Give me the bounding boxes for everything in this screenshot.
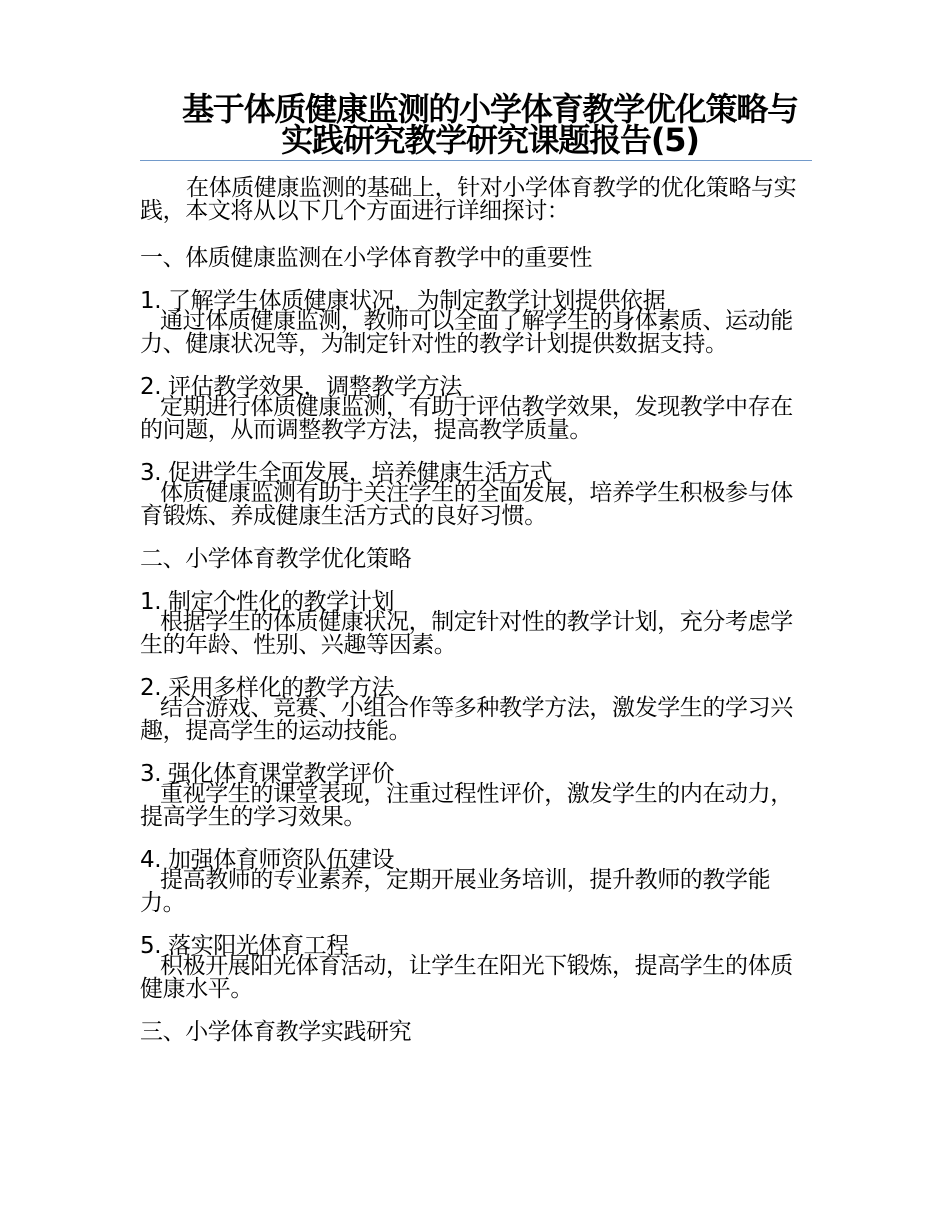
list-item bbox=[140, 376, 812, 442]
section-heading: 一、体质健康监测在小学体育教学中的重要性 bbox=[140, 245, 593, 271]
item-body: 定期进行体质健康监测，有助于评估教学效果，发现教学中存在的问题，从而调整教学方法，提高教学质量。 bbox=[140, 394, 793, 443]
item-heading: 2. 评估教学效果，调整教学方法 bbox=[140, 374, 462, 400]
list-item bbox=[140, 935, 812, 1001]
item-body: 结合游戏、竞赛、小组合作等多种教学方法，激发学生的学习兴趣，提高学生的运动技能。 bbox=[140, 695, 793, 744]
item-body: 根据学生的体质健康状况，制定针对性的教学计划，充分考虑学生的年龄、性别、兴趣等因素。 bbox=[140, 609, 793, 658]
item-heading: 3. 强化体育课堂教学评价 bbox=[140, 761, 395, 787]
item-heading: 1. 了解学生体质健康状况，为制定教学计划提供依据 bbox=[140, 288, 666, 314]
item-body: 积极开展阳光体育活动，让学生在阳光下锻炼，提高学生的体质健康水平。 bbox=[140, 953, 793, 1002]
list-item bbox=[140, 591, 812, 657]
item-body: 体质健康监测有助于关注学生的全面发展，培养学生积极参与体育锻炼、养成健康生活方式的良好习惯。 bbox=[140, 480, 793, 529]
item-body: 通过体质健康监测，教师可以全面了解学生的身体素质、运动能力、健康状况等，为制定针对性的教学计划提供数据支持。 bbox=[140, 308, 793, 357]
section-heading: 二、小学体育教学优化策略 bbox=[140, 546, 412, 572]
section-heading: 三、小学体育教学实践研究 bbox=[140, 1019, 412, 1045]
document-title: 基于体质健康监测的小学体育教学优化策略与实践研究教学研究课题报告(5) bbox=[181, 90, 798, 159]
item-heading: 1. 制定个性化的教学计划 bbox=[140, 589, 395, 615]
list-item bbox=[140, 462, 812, 528]
item-body: 提高教师的专业素养，定期开展业务培训，提升教师的教学能力。 bbox=[140, 867, 771, 916]
item-heading: 5. 落实阳光体育工程 bbox=[140, 933, 349, 959]
intro-paragraph: 在体质健康监测的基础上，针对小学体育教学的优化策略与实践，本文将从以下几个方面进行详细探讨： bbox=[140, 175, 797, 224]
item-heading: 2. 采用多样化的教学方法 bbox=[140, 675, 395, 701]
item-body: 重视学生的课堂表现，注重过程性评价，激发学生的内在动力，提高学生的学习效果。 bbox=[140, 781, 793, 830]
item-heading: 4. 加强体育师资队伍建设 bbox=[140, 847, 395, 873]
list-item bbox=[140, 290, 812, 356]
title-underline bbox=[140, 160, 812, 161]
list-item bbox=[140, 763, 812, 829]
document-page bbox=[140, 90, 812, 1064]
item-heading: 3. 促进学生全面发展，培养健康生活方式 bbox=[140, 460, 553, 486]
list-item bbox=[140, 849, 812, 915]
list-item bbox=[140, 677, 812, 743]
